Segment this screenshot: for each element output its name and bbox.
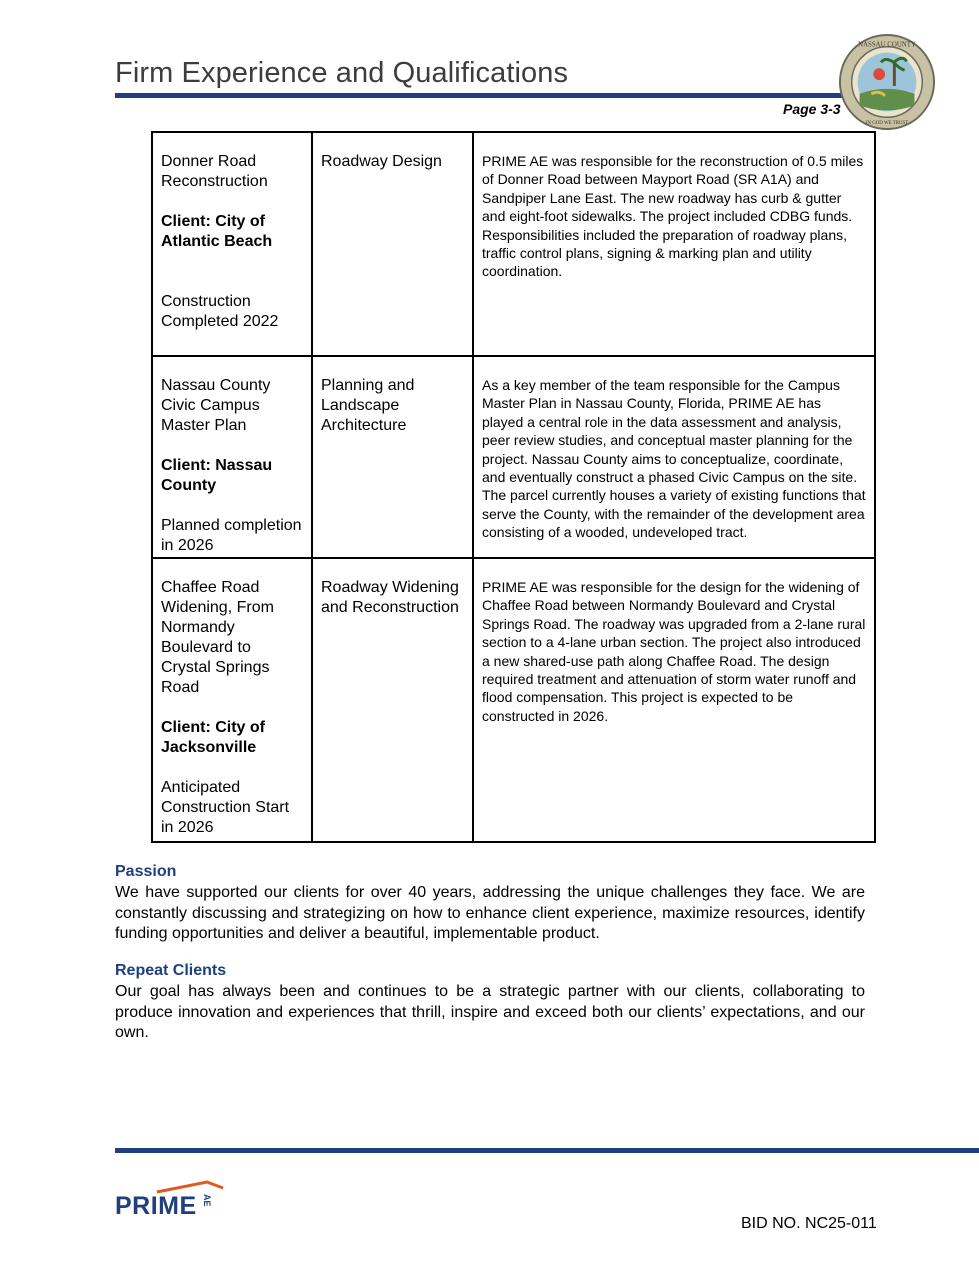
project-client: Client: City of Jacksonville bbox=[161, 719, 265, 756]
project-client: Client: Nassau County bbox=[161, 457, 273, 494]
project-status: Planned completion in 2026 bbox=[161, 517, 302, 554]
project-info-cell bbox=[152, 558, 312, 842]
project-service: Roadway Design bbox=[312, 132, 473, 356]
project-status: Construction Completed 2022 bbox=[161, 293, 279, 330]
project-description: As a key member of the team responsible for the Campus Master Plan in Nassau County, Florida, PRIME AE has played a central role in the data assessment and analysis, peer review studies, and conceptual master planning for the project. Nassau County aims to conceptualize, coordinate, and eventually construct a phased Civic Campus on the site. The parcel currently houses a variety of existing functions that serve the County, with the remainder of the development area consisting of a wooded, undeveloped tract. bbox=[473, 356, 875, 558]
logo-suffix: AE bbox=[202, 1194, 212, 1207]
logo-wordmark: PRIME bbox=[115, 1192, 197, 1220]
projects-table bbox=[151, 131, 876, 843]
prime-ae-logo bbox=[115, 1180, 227, 1224]
project-client: Client: City of Atlantic Beach bbox=[161, 213, 273, 250]
footer-divider bbox=[115, 1148, 979, 1153]
project-name: Nassau County Civic Campus Master Plan bbox=[161, 377, 271, 434]
project-description: PRIME AE was responsible for the reconstruction of 0.5 miles of Donner Road between Mayport Road (SR A1A) and Sandpiper Lane East. The new roadway has curb & gutter and eight-foot sidewalks. The project included CDBG funds. Responsibilities included the preparation of roadway plans, traffic control plans, signing & marking plan and utility coordination. bbox=[473, 132, 875, 356]
county-seal-icon bbox=[838, 33, 936, 131]
project-service: Planning and Landscape Architecture bbox=[312, 356, 473, 558]
passion-body: We have supported our clients for over 40 years, addressing the unique challenges they face. We are constantly discussing and strategizing on how to enhance client experience, maximize resources, identify funding opportunities and deliver a beautiful, implementable product. bbox=[115, 884, 865, 942]
table-row bbox=[152, 558, 875, 842]
page-title: Firm Experience and Qualifications bbox=[115, 57, 569, 89]
project-name: Chaffee Road Widening, From Normandy Boulevard to Crystal Springs Road bbox=[161, 579, 274, 696]
header-divider bbox=[115, 93, 860, 98]
project-info-cell bbox=[152, 356, 312, 558]
project-description: PRIME AE was responsible for the design for the widening of Chaffee Road between Normandy Boulevard and Crystal Springs Road. The roadway was upgraded from a 2-lane rural section to a 4-lane urban section. The project also introduced a new shared-use path along Chaffee Road. The design required treatment and attenuation of storm water runoff and flood compensation. This project is expected to be constructed in 2026. bbox=[473, 558, 875, 842]
svg-text:IN GOD WE TRUST: IN GOD WE TRUST bbox=[865, 121, 909, 127]
table-row bbox=[152, 356, 875, 558]
svg-text:NASSAU COUNTY: NASSAU COUNTY bbox=[858, 41, 916, 49]
repeat-clients-heading: Repeat Clients bbox=[115, 962, 227, 979]
table-row bbox=[152, 132, 875, 356]
bid-number: BID NO. NC25-011 bbox=[741, 1215, 877, 1232]
repeat-clients-body: Our goal has always been and continues to be a strategic partner with our clients, collaborating to produce innovation and experiences that thrill, inspire and exceed both our clients’ expectations, and our own. bbox=[115, 983, 865, 1041]
project-service: Roadway Widening and Reconstruction bbox=[312, 558, 473, 842]
passion-heading: Passion bbox=[115, 863, 177, 880]
project-name: Donner Road Reconstruction bbox=[161, 153, 268, 190]
page-number: Page 3-3 bbox=[783, 101, 841, 117]
project-status: Anticipated Construction Start in 2026 bbox=[161, 779, 290, 836]
project-info-cell bbox=[152, 132, 312, 356]
